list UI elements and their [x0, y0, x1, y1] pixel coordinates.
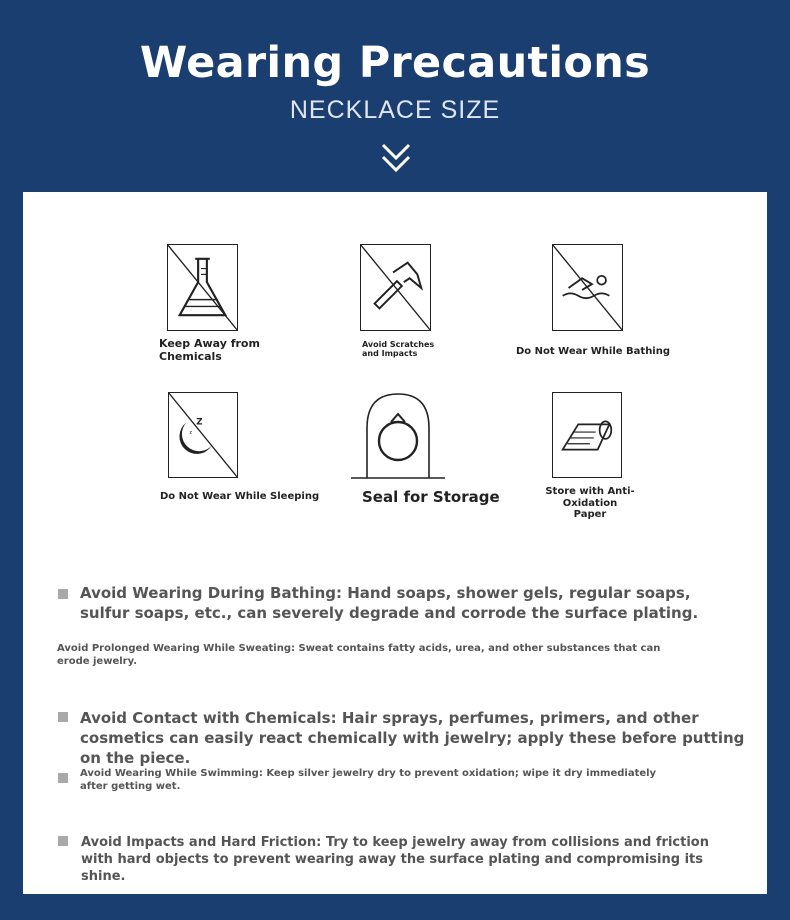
double-chevron-down-icon	[380, 141, 412, 175]
svg-text:z: z	[189, 430, 192, 437]
paper-scroll-icon	[552, 392, 622, 478]
precaution-sweating: Avoid Prolonged Wearing While Sweating: Sweat contains fatty acids, urea, and other substances that can erode jewelry.	[57, 643, 661, 668]
icon-caption-bathing: Do Not Wear While Bathing	[516, 346, 671, 357]
precaution-swimming: Avoid Wearing While Swimming: Keep silver jewelry dry to prevent oxidation; wipe it dry immediately after getting wet.	[80, 768, 657, 793]
precaution-impacts: Avoid Impacts and Hard Friction: Try to keep jewelry away from collisions and friction with hard objects to prevent wearing away the surface plating and compromising its shine.	[81, 835, 709, 885]
sealed-pouch-ring-icon	[349, 392, 447, 480]
icon-caption-chemicals: Keep Away from Chemicals	[159, 337, 260, 363]
bullet-marker	[58, 773, 68, 783]
icon-caption-scratches: Avoid Scratches and Impacts	[362, 340, 435, 359]
icon-caption-anti-oxidation: Store with Anti-Oxidation Paper	[545, 486, 635, 520]
precaution-bathing: Avoid Wearing During Bathing: Hand soaps, shower gels, regular soaps, sulfur soaps, etc., can severely degrade and corrode the surface plating.	[80, 584, 699, 622]
icon-caption-seal: Seal for Storage	[362, 488, 500, 506]
swimmer-crossed-icon	[552, 244, 623, 331]
bullet-marker	[58, 589, 68, 599]
page-subtitle: NECKLACE SIZE	[289, 96, 501, 124]
chemical-flask-crossed-icon	[167, 244, 238, 331]
bullet-marker	[58, 712, 68, 722]
page-title: Wearing Precautions	[139, 38, 651, 88]
svg-text:Z: Z	[196, 417, 203, 428]
moon-sleep-crossed-icon	[168, 392, 238, 478]
icon-caption-sleeping: Do Not Wear While Sleeping	[160, 491, 320, 502]
precautions-card	[23, 192, 767, 894]
icon-grid	[23, 192, 767, 542]
bullet-marker	[58, 836, 68, 846]
hammer-crossed-icon	[360, 244, 431, 331]
precaution-chemicals: Avoid Contact with Chemicals: Hair sprays, perfumes, primers, and other cosmetics can easily react chemically with jewelry; apply these before putting on the piece.	[80, 709, 745, 767]
